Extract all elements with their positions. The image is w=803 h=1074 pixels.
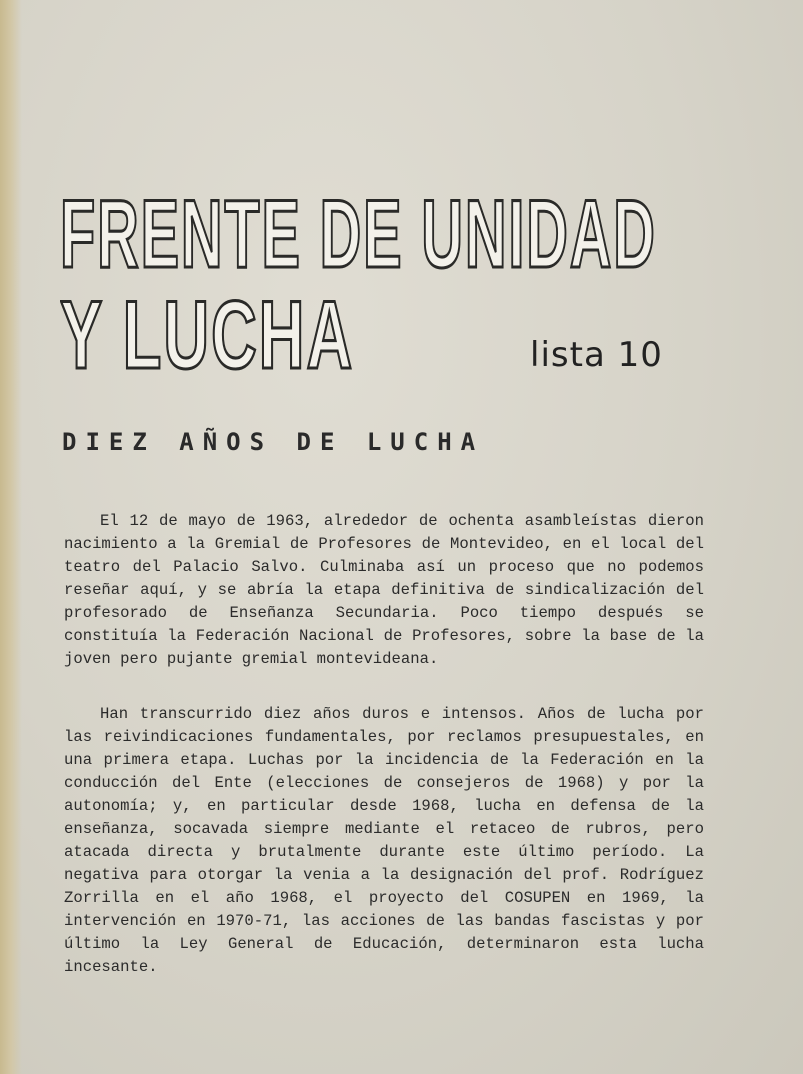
masthead-title-line-2: Y LUCHA [60,282,355,390]
section-heading: DIEZ AÑOS DE LUCHA [62,428,485,456]
body-paragraph-1: El 12 de mayo de 1963, alrededor de ochenta asambleístas dieron nacimiento a la Gremial de Profesores de Montevideo, en el local del teatro del Palacio Salvo. Culminaba así un proceso que no podemos reseñar aquí, y se abría la etapa definitiva de sindicalización del profesorado de Enseñanza Secundaria. Poco tiempo después se constituía la Federación Nacional de Profesores, sobre la base de la joven pero pujante gremial montevideana. [64,512,704,668]
page-binding-edge [0,0,22,1074]
masthead-title-line-1: FRENTE DE UNIDAD [60,181,657,289]
body-paragraph-2: Han transcurrido diez años duros e intensos. Años de lucha por las reivindicaciones fundamentales, por reclamos presupuestales, en una primera etapa. Luchas por la incidencia de la Federación en la conducción del Ente (elecciones de consejeros de 1968) y por la autonomía; y, en particular desde 1968, lucha en defensa de la enseñanza, socavada siempre mediante el retaceo de rubros, pero atacada directa y brutalmente durante este último período. La negativa para otorgar la venia a la designación del prof. Rodríguez Zorrilla en el año 1968, el proyecto del COSUPEN en 1969, la intervención en 1970-71, las acciones de las bandas fascistas y por último la Ley General de Educación, determinaron esta lucha incesante. [64,705,704,976]
list-number-label: lista 10 [530,335,663,375]
